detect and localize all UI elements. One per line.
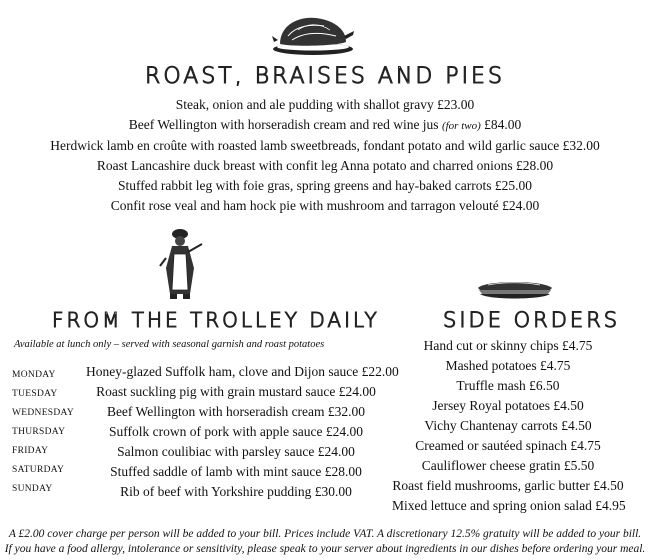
day-label: SUNDAY (12, 484, 53, 494)
menu-item: Mixed lettuce and spring onion salad £4.95 (392, 498, 626, 513)
footer-cover-charge: A £2.00 cover charge per person will be added to your bill. Prices include VAT. A discretionary 12.5% gratuity will be added to your bill. (8, 528, 642, 540)
day-label: FRIDAY (12, 446, 49, 456)
menu-item: Beef Wellington with horseradish cream £32.00 (106, 404, 366, 419)
day-label: WEDNESDAY (12, 408, 74, 418)
menu-item: Vichy Chantenay carrots £4.50 (424, 418, 592, 433)
menu-item: Beef Wellington with horseradish cream and red wine jus (for two) £84.00 (128, 117, 522, 132)
menu-item: Suffolk crown of pork with apple sauce £24.00 (109, 424, 363, 439)
menu-item: Roast Lancashire duck breast with confit leg Anna potato and charred onions £28.00 (96, 158, 554, 173)
menu-item: Steak, onion and ale pudding with shallot gravy £23.00 (175, 97, 475, 112)
roast-list (0, 95, 650, 216)
section-heading-roast: ROAST, BRAISES AND PIES (145, 64, 505, 89)
footer-allergy-note: If you have a food allergy, intolerance or sensitivity, please speak to your server about ingredients in our dishes before ordering your meal. (4, 543, 646, 555)
menu-item: Jersey Royal potatoes £4.50 (432, 398, 584, 413)
roast-bird-icon (270, 6, 356, 58)
trolley-subtitle: Available at lunch only – served with seasonal garnish and roast potatoes (14, 339, 325, 350)
menu-item: Stuffed rabbit leg with foie gras, spring greens and hay-baked carrots £25.00 (117, 178, 532, 193)
section-heading-sides: SIDE ORDERS (443, 308, 621, 332)
chef-carving-icon (158, 228, 206, 300)
day-label: MONDAY (12, 370, 56, 380)
day-label: THURSDAY (12, 427, 66, 437)
menu-item: Stuffed saddle of lamb with mint sauce £28.00 (110, 464, 362, 479)
day-label: SATURDAY (12, 465, 65, 475)
menu-item: Cauliflower cheese gratin £5.50 (421, 458, 595, 473)
trolley-list (86, 362, 399, 502)
menu-item: Roast suckling pig with grain mustard sauce £24.00 (96, 384, 376, 399)
sides-list (392, 336, 624, 516)
day-label: TUESDAY (12, 389, 58, 399)
menu-item: Honey-glazed Suffolk ham, clove and Dijon sauce £22.00 (86, 364, 399, 379)
menu-item: Truffle mash £6.50 (456, 378, 560, 393)
menu-item: Salmon coulibiac with parsley sauce £24.00 (117, 444, 355, 459)
sandwich-icon (474, 278, 556, 302)
menu-item: Creamed or sautéed spinach £4.75 (415, 438, 601, 453)
menu-item: Confit rose veal and ham hock pie with mushroom and tarragon velouté £24.00 (110, 198, 540, 213)
menu-item: Mashed potatoes £4.75 (445, 358, 571, 373)
section-heading-trolley: FROM THE TROLLEY DAILY (52, 308, 380, 332)
menu-item: Rib of beef with Yorkshire pudding £30.00 (120, 484, 352, 499)
menu-item: Herdwick lamb en croûte with roasted lamb sweetbreads, fondant potato and wild garlic sauce £32.00 (50, 138, 600, 153)
menu-item: Hand cut or skinny chips £4.75 (423, 338, 593, 353)
day-list (12, 370, 74, 503)
menu-item: Roast field mushrooms, garlic butter £4.50 (392, 478, 624, 493)
